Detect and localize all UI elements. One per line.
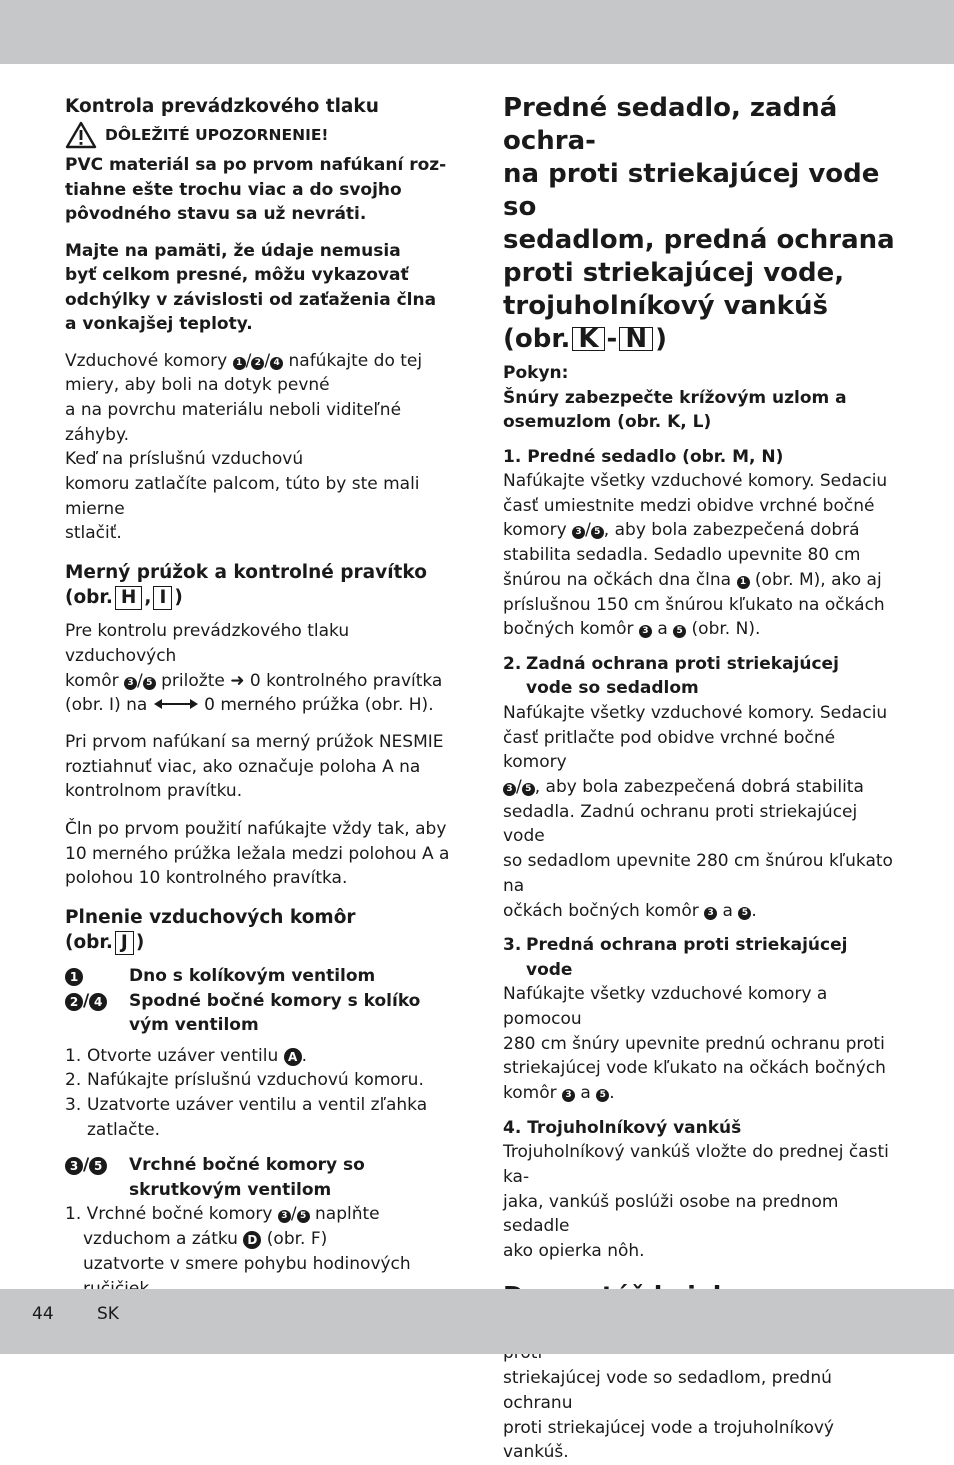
marker-5: 5 bbox=[596, 1089, 609, 1102]
marker-3: 3 bbox=[704, 907, 717, 920]
text-line: komôr 3 / 5 priložte ➜ 0 kontrolného pravítka bbox=[65, 670, 443, 691]
list-item: 2. Nafúkajte príslušnú vzduchovú komoru. bbox=[65, 1070, 424, 1091]
marker-4: 4 bbox=[89, 993, 107, 1011]
item-cushion bbox=[503, 1116, 895, 1264]
note-block bbox=[503, 361, 895, 435]
text-line: ako opierka nôh. bbox=[503, 1241, 645, 1262]
text-line: Nafúkajte všetky vzduchové komory. Sedaciu bbox=[503, 702, 888, 723]
bold-paragraph-1 bbox=[65, 153, 455, 227]
marker-5: 5 bbox=[738, 907, 751, 920]
marker-3: 3 bbox=[562, 1089, 575, 1102]
text-line: komory 3 / 5 , aby bola zabezpečená dobrá bbox=[503, 520, 860, 541]
text-line: príslušnou 150 cm šnúrou kľukato na očkách bbox=[503, 594, 885, 615]
steps-list-1 bbox=[65, 1044, 455, 1143]
section-title-inflating-ref: (obr. J ) bbox=[65, 932, 145, 954]
footer-bar bbox=[0, 1289, 954, 1354]
steps-list-2 bbox=[65, 1202, 455, 1301]
title-line: proti striekajúcej vode, bbox=[503, 258, 845, 288]
text-line: proti striekajúcej vode a trojuholníkový vankúš. bbox=[503, 1417, 834, 1463]
list-item: zatlačte. bbox=[87, 1119, 161, 1140]
note-label: Pokyn: bbox=[503, 363, 569, 383]
marker-3: 3 bbox=[124, 677, 137, 690]
marker-3: 3 bbox=[65, 1157, 83, 1175]
marker-5: 5 bbox=[143, 677, 156, 690]
title-line: trojuholníkový vankúš bbox=[503, 291, 828, 321]
paragraph-strip-1 bbox=[65, 619, 455, 718]
legend-block-2 bbox=[65, 1153, 455, 1202]
text-line: roztiahnuť viac, ako označuje poloha A na bbox=[65, 756, 421, 777]
text-line: a vonkajšej teploty. bbox=[65, 314, 253, 334]
figure-label-i: I bbox=[153, 586, 172, 610]
text-line: (obr. I) na 0 merného prúžka (obr. H). bbox=[65, 695, 434, 716]
text-line: stlačiť. bbox=[65, 523, 122, 544]
left-column bbox=[65, 94, 455, 1301]
text-line: Vzduchové komory 1 / 2 / 4 nafúkajte do tej bbox=[65, 350, 423, 371]
text-line: Majte na pamäti, že údaje nemusia bbox=[65, 240, 401, 261]
text-line: a na povrchu materiálu neboli viditeľné záhyby. bbox=[65, 399, 402, 445]
text-line: 10 merného prúžka ležala medzi polohou A a bbox=[65, 843, 450, 864]
section-title-strip: Merný prúžok a kontrolné pravítko bbox=[65, 562, 427, 584]
legend-row: 1 Dno s kolíkovým ventilom bbox=[65, 964, 455, 989]
item-title: 3. Predná ochrana proti striekajúcej vode bbox=[503, 935, 848, 980]
section-inflating bbox=[65, 905, 455, 955]
text-line: Nafúkajte všetky vzduchové komory. Sedaciu bbox=[503, 471, 888, 491]
text-line: miery, aby boli na dotyk pevné bbox=[65, 375, 330, 396]
text-line: tiahne ešte trochu viac a do svojho bbox=[65, 179, 402, 200]
paragraph-strip-2 bbox=[65, 730, 455, 804]
text-line: 1. Vrchné bočné komory 3 / 5 naplňte bbox=[65, 1204, 380, 1225]
main-title bbox=[503, 92, 895, 356]
text-line: uzatvorte v smere pohybu hodinových bbox=[83, 1253, 411, 1274]
legend-row: 2 / 4 Spodné bočné komory s kolíko bbox=[65, 989, 455, 1014]
section-title-pressure: Kontrola prevádzkového tlaku bbox=[65, 96, 379, 117]
text-line: Nafúkajte všetky vzduchové komory a pomocou bbox=[503, 984, 828, 1029]
text-line: odchýlky v závislosti od zaťaženia člna bbox=[65, 289, 437, 310]
legend-row: vým ventilom bbox=[129, 1015, 259, 1036]
marker-2: 2 bbox=[251, 357, 264, 370]
text-line: osemuzlom (obr. K, L) bbox=[503, 412, 712, 432]
paragraph-air-chambers bbox=[65, 349, 455, 547]
list-item: 1. Otvorte uzáver ventilu A . bbox=[65, 1045, 308, 1066]
marker-3: 3 bbox=[503, 783, 516, 796]
marker-a: A bbox=[284, 1048, 302, 1066]
text-line: Keď na príslušnú vzduchovú bbox=[65, 449, 304, 470]
marker-5: 5 bbox=[673, 625, 686, 638]
warning-heading bbox=[65, 121, 455, 149]
marker-5: 5 bbox=[591, 526, 604, 539]
text-line: pôvodného stavu sa už nevráti. bbox=[65, 204, 367, 224]
text-line: jaka, vankúš poslúži osobe na prednom sedadle bbox=[503, 1191, 839, 1237]
item-front-seat bbox=[503, 445, 895, 642]
double-arrow-icon bbox=[153, 698, 199, 710]
text-line: časť umiestnite medzi obidve vrchné bočné bbox=[503, 495, 875, 516]
figure-label-k: K bbox=[572, 327, 604, 351]
marker-5: 5 bbox=[297, 1210, 310, 1223]
text-line: so sedadlom upevnite 280 cm šnúrou kľukato na bbox=[503, 851, 893, 896]
text-line: komoru zatlačíte palcom, túto by ste mali mierne bbox=[65, 474, 420, 519]
marker-1: 1 bbox=[737, 576, 750, 589]
text-line: Pre kontrolu prevádzkového tlaku vzduchových bbox=[65, 621, 350, 666]
right-column bbox=[503, 92, 895, 1465]
paragraph-strip-3 bbox=[65, 817, 455, 891]
text-line: Pri prvom nafúkaní sa merný prúžok NESMIE bbox=[65, 731, 444, 752]
language-code: SK bbox=[97, 1304, 119, 1324]
text-line: kontrolnom pravítku. bbox=[65, 781, 243, 802]
text-line: PVC materiál sa po prvom nafúkaní roz- bbox=[65, 155, 447, 175]
text-line: časť pritlačte pod obidve vrchné bočné komory bbox=[503, 727, 836, 773]
section-title-strip-ref: (obr. H , I ) bbox=[65, 587, 183, 609]
header-bar bbox=[0, 0, 954, 64]
list-item: 3. Uzatvorte uzáver ventilu a ventil zľahka bbox=[65, 1095, 428, 1116]
section-title-inflating: Plnenie vzduchových komôr bbox=[65, 907, 356, 929]
page-number: 44 bbox=[32, 1304, 54, 1324]
marker-4: 4 bbox=[270, 357, 283, 370]
figure-label-j: J bbox=[115, 931, 134, 955]
title-line: Predné sedadlo, zadná ochra- bbox=[503, 93, 838, 156]
warning-text: DÔLEŽITÉ UPOZORNENIE! bbox=[105, 126, 329, 144]
text-line: vzduchom a zátku D (obr. F) bbox=[83, 1229, 328, 1250]
text-line: komôr 3 a 5 . bbox=[503, 1083, 615, 1104]
section-measuring-strip bbox=[65, 560, 455, 610]
arrow-right-icon: ➜ bbox=[230, 670, 245, 691]
marker-3: 3 bbox=[639, 625, 652, 638]
legend-block-1 bbox=[65, 964, 455, 1038]
text-line: 3 / 5 , aby bola zabezpečená dobrá stabilita bbox=[503, 775, 895, 800]
text-line: očkách bočných komôr 3 a 5 . bbox=[503, 900, 757, 921]
figure-label-n: N bbox=[619, 327, 653, 351]
warning-icon bbox=[65, 121, 97, 149]
marker-5: 5 bbox=[522, 783, 535, 796]
text-line: striekajúcej vode kľukato na očkách bočných bbox=[503, 1058, 886, 1079]
text-line: bočných komôr 3 a 5 (obr. N). bbox=[503, 619, 761, 640]
title-figure-ref: (obr. K - N ) bbox=[503, 324, 667, 354]
text-line: stabilita sedadla. Sedadlo upevnite 80 cm bbox=[503, 545, 861, 566]
marker-1: 1 bbox=[65, 968, 83, 986]
legend-row: skrutkovým ventilom bbox=[129, 1179, 332, 1200]
text-line: 280 cm šnúry upevnite prednú ochranu proti bbox=[503, 1033, 885, 1054]
bold-paragraph-2 bbox=[65, 239, 455, 337]
marker-2: 2 bbox=[65, 993, 83, 1011]
title-line: na proti striekajúcej vode so bbox=[503, 159, 880, 222]
marker-3: 3 bbox=[278, 1210, 291, 1223]
marker-3: 3 bbox=[572, 526, 585, 539]
text-line: Čln po prvom použití nafúkajte vždy tak, aby bbox=[65, 819, 447, 840]
item-front-splash bbox=[503, 933, 895, 1106]
item-title: 1. Predné sedadlo (obr. M, N) bbox=[503, 446, 784, 467]
legend-row: 3 / 5 Vrchné bočné komory so bbox=[65, 1153, 455, 1178]
text-line: šnúrou na očkách dna člna 1 (obr. M), ako aj bbox=[503, 569, 882, 590]
text-line: Šnúry zabezpečte krížovým uzlom a bbox=[503, 387, 847, 408]
title-line: sedadlom, predná ochrana bbox=[503, 225, 895, 255]
text-line: striekajúcej vode so sedadlom, prednú ochranu bbox=[503, 1368, 832, 1413]
item-rear-splash bbox=[503, 652, 895, 923]
marker-d: D bbox=[243, 1231, 261, 1249]
item-title: 2. Zadná ochrana proti striekajúcej vode so sedadlom bbox=[503, 653, 839, 699]
marker-5: 5 bbox=[89, 1157, 107, 1175]
text-line: Trojuholníkový vankúš vložte do prednej časti ka- bbox=[503, 1142, 889, 1187]
figure-label-h: H bbox=[115, 586, 142, 610]
text-line: sedadla. Zadnú ochranu proti striekajúcej vode bbox=[503, 801, 858, 847]
text-line: byť celkom presné, môžu vykazovať bbox=[65, 265, 409, 285]
marker-1: 1 bbox=[233, 357, 246, 370]
text-line: polohou 10 kontrolného pravítka. bbox=[65, 868, 348, 889]
item-title: 4. Trojuholníkový vankúš bbox=[503, 1117, 742, 1138]
